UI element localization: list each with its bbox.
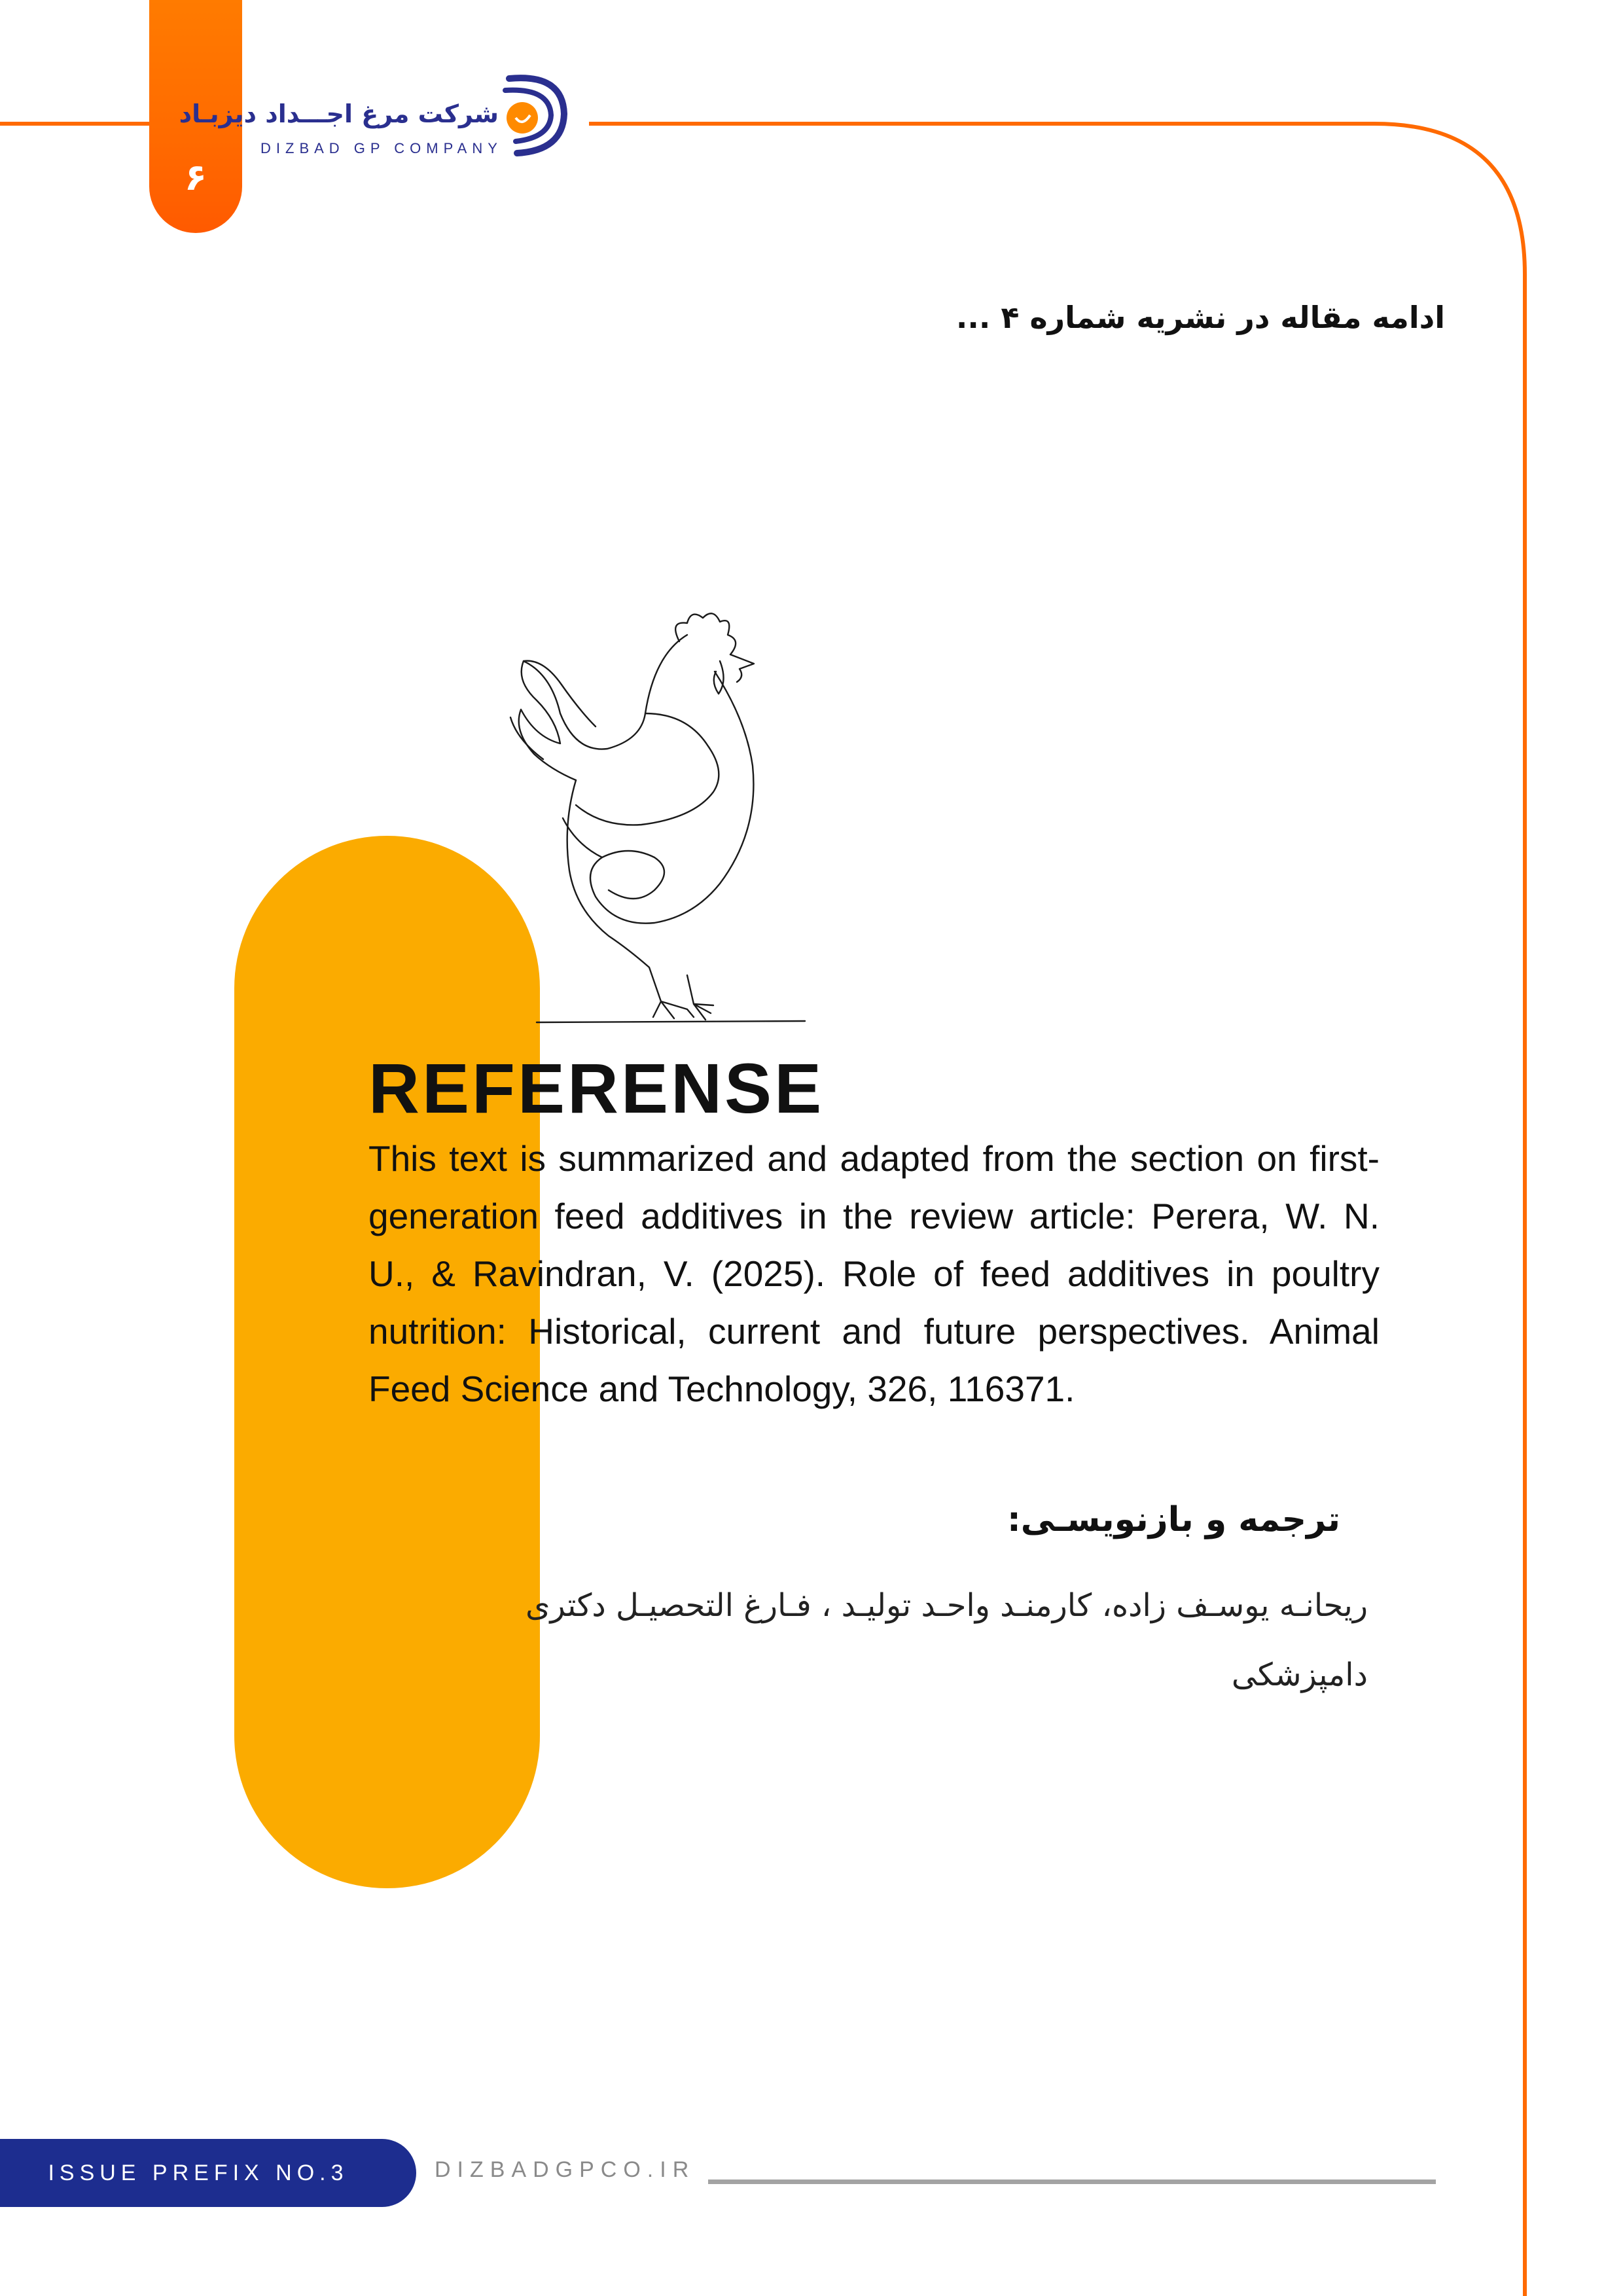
page-number: ۶ [184, 156, 207, 199]
line-art-hen-icon [497, 609, 851, 1028]
company-logo [179, 63, 596, 161]
logo-name-en: DIZBAD GP COMPANY [260, 140, 503, 156]
dizbad-swirl-logo-icon [497, 67, 569, 158]
logo-name-fa: شرکت مرغ اجـــداد دیزبـاد [179, 99, 499, 128]
translator-credit: ریحانـه یوسـف زاده، کارمنـد واحـد تولیـد ، فـارغ التحصیـل دکتری دامپزشکی [525, 1587, 1368, 1693]
website-link[interactable]: DIZBADGPCO.IR [435, 2157, 696, 2182]
footer-divider [708, 2179, 1436, 2184]
issue-badge [0, 2139, 416, 2207]
issue-label: ISSUE PREFIX NO.3 [48, 2161, 349, 2185]
translator-heading: ترجمه و بازنویسـی: [1007, 1500, 1340, 1539]
reference-citation: This text is summarized and adapted from the section on first-generation feed additives in the review article: Perera, W. N. U., & Ravindran, V. (2025). Role of feed additives in poultry nutrition: Historical, current and future perspectives. Animal Feed Science and Technology, 326, 116371. [368, 1138, 1380, 1409]
reference-title: REFERENSE [368, 1049, 825, 1128]
continuation-note: ادامه مقاله در نشریه شماره ۴ ... [955, 300, 1445, 335]
